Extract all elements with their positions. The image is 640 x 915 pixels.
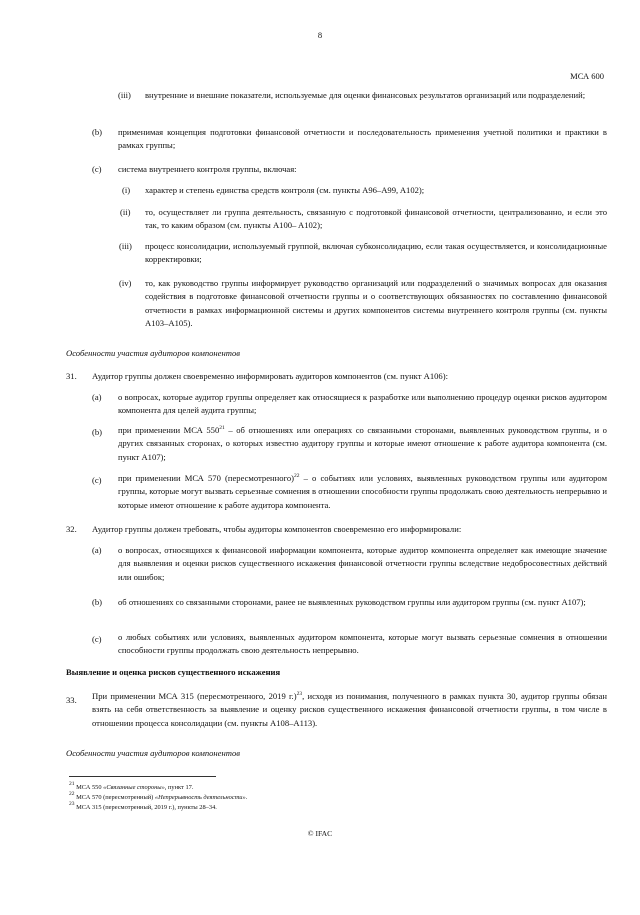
item-text: характер и степень единства средств контроля (см. пункты A96–A99, A102); — [145, 185, 425, 195]
standard-header: МСА 600 — [570, 71, 604, 81]
section-heading: Особенности участия аудиторов компонентов — [66, 348, 240, 358]
item-label: (c) — [92, 164, 102, 174]
paragraph-text: Аудитор группы должен требовать, чтобы аудиторы компонентов своевременно его информировали: — [92, 524, 462, 534]
paragraph-number: 33. — [66, 695, 77, 705]
footnote-ref: 23 — [296, 691, 303, 697]
item-text: процесс консолидации, используемый группой, включая субконсолидацию, если такая осуществляется, и консолидационные корректировки; — [145, 241, 607, 265]
item-text: применимая концепция подготовки финансовой отчетности и последовательность применения учетной политики и практики в рамках группы; — [118, 127, 607, 151]
paragraph-text: Аудитор группы должен своевременно информировать аудиторов компонентов (см. пункт A106): — [92, 371, 448, 381]
item-text: при применении МСА $550^{21}$ – об отношениях или операциях со связанными сторонами, выявленных руководством группы, и о других связанных сторонах, о которых известно аудитору группы и которые имеют отношение к работе аудитора компонента (см. пункт A107); — [118, 425, 607, 462]
paragraph-number: 32. — [66, 524, 77, 534]
footnote-ref: 22 — [293, 473, 300, 479]
paragraph-text: При применении МСА 315 (пересмотренного, 2019 г.)$^{23}$, исходя из понимания, полученного в рамках пункта 30, аудитор группы обязан взять на себя ответственность за выявление и оценку рисков существенного искажения финансовой отчетности группы, в том числе в отношении процесса консолидации (см. пункты A108–A113). — [92, 691, 607, 728]
footnote: $^{22}$ МСА 570 (пересмотренный) «Непрерывность деятельности». — [69, 791, 248, 801]
item-text: система внутреннего контроля группы, включая: — [118, 164, 297, 174]
item-label: (a) — [92, 545, 102, 555]
item-text: о вопросах, которые аудитор группы определяет как относящиеся к разработке или выполнению процедур оценки рисков аудитором компонента для целей аудита группы; — [118, 392, 607, 416]
item-label: (c) — [92, 475, 102, 485]
item-label: (i) — [122, 185, 131, 195]
item-label: (iv) — [119, 278, 132, 288]
section-heading: Выявление и оценка рисков существенного искажения — [66, 667, 281, 677]
item-label: (c) — [92, 634, 102, 644]
item-text: то, осуществляет ли группа деятельность, связанную с подготовкой финансовой отчетности, централизованно, и если это так, то каким образом (см. пункты A100– A102); — [145, 207, 607, 231]
item-label: (iii) — [119, 241, 132, 251]
paragraph-number: 31. — [66, 371, 77, 381]
section-heading: Особенности участия аудиторов компонентов — [66, 748, 240, 758]
item-text: о вопросах, относящихся к финансовой информации компонента, которые аудитор компонента определяет как имеющие значение для выявления и оценки рисков существенного искажения финансовой отчетности группы вследствие недобросовестных действий или ошибок; — [118, 545, 607, 582]
footnote: $^{23}$ МСА 315 (пересмотренный, 2019 г.), пункты 28–34. — [69, 801, 217, 811]
footnote-divider — [69, 776, 216, 777]
item-label: (b) — [92, 597, 103, 607]
item-text: внутренние и внешние показатели, используемые для оценки финансовых результатов организаций или подразделений; — [145, 90, 586, 100]
item-label: (b) — [92, 427, 103, 437]
item-label: (b) — [92, 127, 103, 137]
footnote-ref: 21 — [219, 425, 225, 431]
item-label: (ii) — [120, 207, 131, 217]
page-number: 8 — [317, 30, 323, 40]
copyright-footer: © IFAC — [307, 829, 333, 838]
item-label: (a) — [92, 392, 102, 402]
item-text: то, как руководство группы информирует руководство организаций или подразделений о значимых вопросах для оказания содействия в подготовке финансовой отчетности группы и о соответствующих обязанностях по составлению финансовой отчетности в рамках информационной системы и других компонентов системы внутреннего контроля группы (см. пункты A103–A105). — [145, 278, 607, 328]
item-text: об отношениях со связанными сторонами, ранее не выявленных руководством группы или аудитором группы (см. пункт A107); — [118, 597, 586, 607]
item-text: при применении МСА 570 (пересмотренного)$^{22}$ – о событиях или условиях, выявленных руководством группы или аудитором группы, которые могут вызвать серьезные сомнения в отношении способности группы продолжать свою деятельность непрерывно и которые имеют отношение к работе аудитора компонента. — [118, 473, 608, 510]
footnote: $^{21}$ МСА 550 «Связанные стороны», пункт 17. — [69, 781, 194, 791]
item-label: (iii) — [118, 90, 131, 100]
item-text: о любых событиях или условиях, выявленных аудитором компонента, которые могут вызвать серьезные сомнения в отношении способности группы продолжать свою деятельность непрерывно. — [118, 632, 607, 656]
